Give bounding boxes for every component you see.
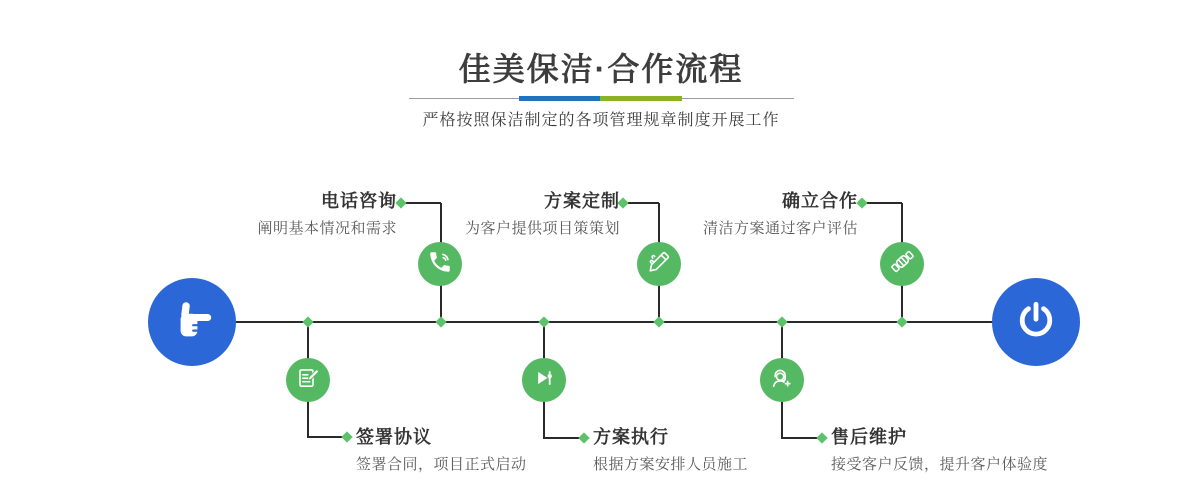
step-title: 售后维护 [831, 427, 907, 447]
timeline-junction-diamond [653, 316, 664, 327]
step-title: 方案执行 [593, 427, 669, 447]
step-label-phone [257, 190, 397, 238]
step-desc: 签署合同，项目正式启动 [356, 456, 527, 473]
step-title: 方案定制 [544, 191, 620, 211]
divider-green-segment [600, 96, 682, 101]
step-label-agreement [356, 426, 527, 474]
step-node-phone [418, 242, 462, 286]
connector-line [626, 202, 659, 204]
step-label-plan [465, 190, 620, 238]
step-desc: 为客户提供项目策策划 [464, 220, 620, 237]
headset-support-icon [769, 365, 795, 396]
label-diamond [578, 432, 589, 443]
step-node-agreement [286, 358, 330, 402]
timeline-junction-diamond [776, 316, 787, 327]
flow-end-node [992, 278, 1080, 366]
timeline [228, 321, 1000, 323]
step-desc: 接受客户反馈，提升客户体验度 [831, 456, 1049, 473]
connector-line [781, 437, 819, 439]
step-desc: 根据方案安排人员施工 [593, 456, 749, 473]
timeline-junction-diamond [435, 316, 446, 327]
phone-icon [427, 249, 453, 280]
step-desc: 阐明基本情况和需求 [257, 220, 397, 237]
connector-line [403, 202, 441, 204]
timeline-junction-diamond [538, 316, 549, 327]
label-diamond [856, 197, 867, 208]
step-title: 确立合作 [782, 191, 858, 211]
play-settings-icon [531, 365, 557, 396]
step-node-cooperation [880, 242, 924, 286]
step-title: 签署协议 [356, 427, 432, 447]
connector-line [543, 437, 581, 439]
step-label-execution [593, 426, 748, 474]
connector-line [865, 202, 902, 204]
label-diamond [341, 431, 352, 442]
connector-line [307, 436, 344, 438]
step-title: 电话咨询 [321, 191, 397, 211]
timeline-junction-diamond [302, 316, 313, 327]
step-label-aftersales [831, 426, 1048, 474]
label-diamond [395, 197, 406, 208]
page-subtitle: 严格按照保洁制定的各项管理规章制度开展工作 [422, 112, 780, 129]
flow-start-node [148, 278, 236, 366]
pointing-hand-icon [168, 296, 216, 349]
step-desc: 清洁方案通过客户评估 [702, 220, 858, 237]
step-node-execution [522, 358, 566, 402]
page-title: 佳美保洁·合作流程 [458, 51, 744, 87]
divider-blue-segment [519, 96, 600, 101]
pencil-design-icon [646, 249, 672, 280]
timeline-junction-diamond [896, 316, 907, 327]
contract-icon [295, 365, 321, 396]
title-divider [409, 96, 794, 102]
step-label-cooperation [703, 190, 858, 238]
power-icon [1013, 297, 1059, 348]
step-node-aftersales [760, 358, 804, 402]
step-node-plan [637, 242, 681, 286]
handshake-icon [889, 248, 916, 280]
label-diamond [816, 432, 827, 443]
